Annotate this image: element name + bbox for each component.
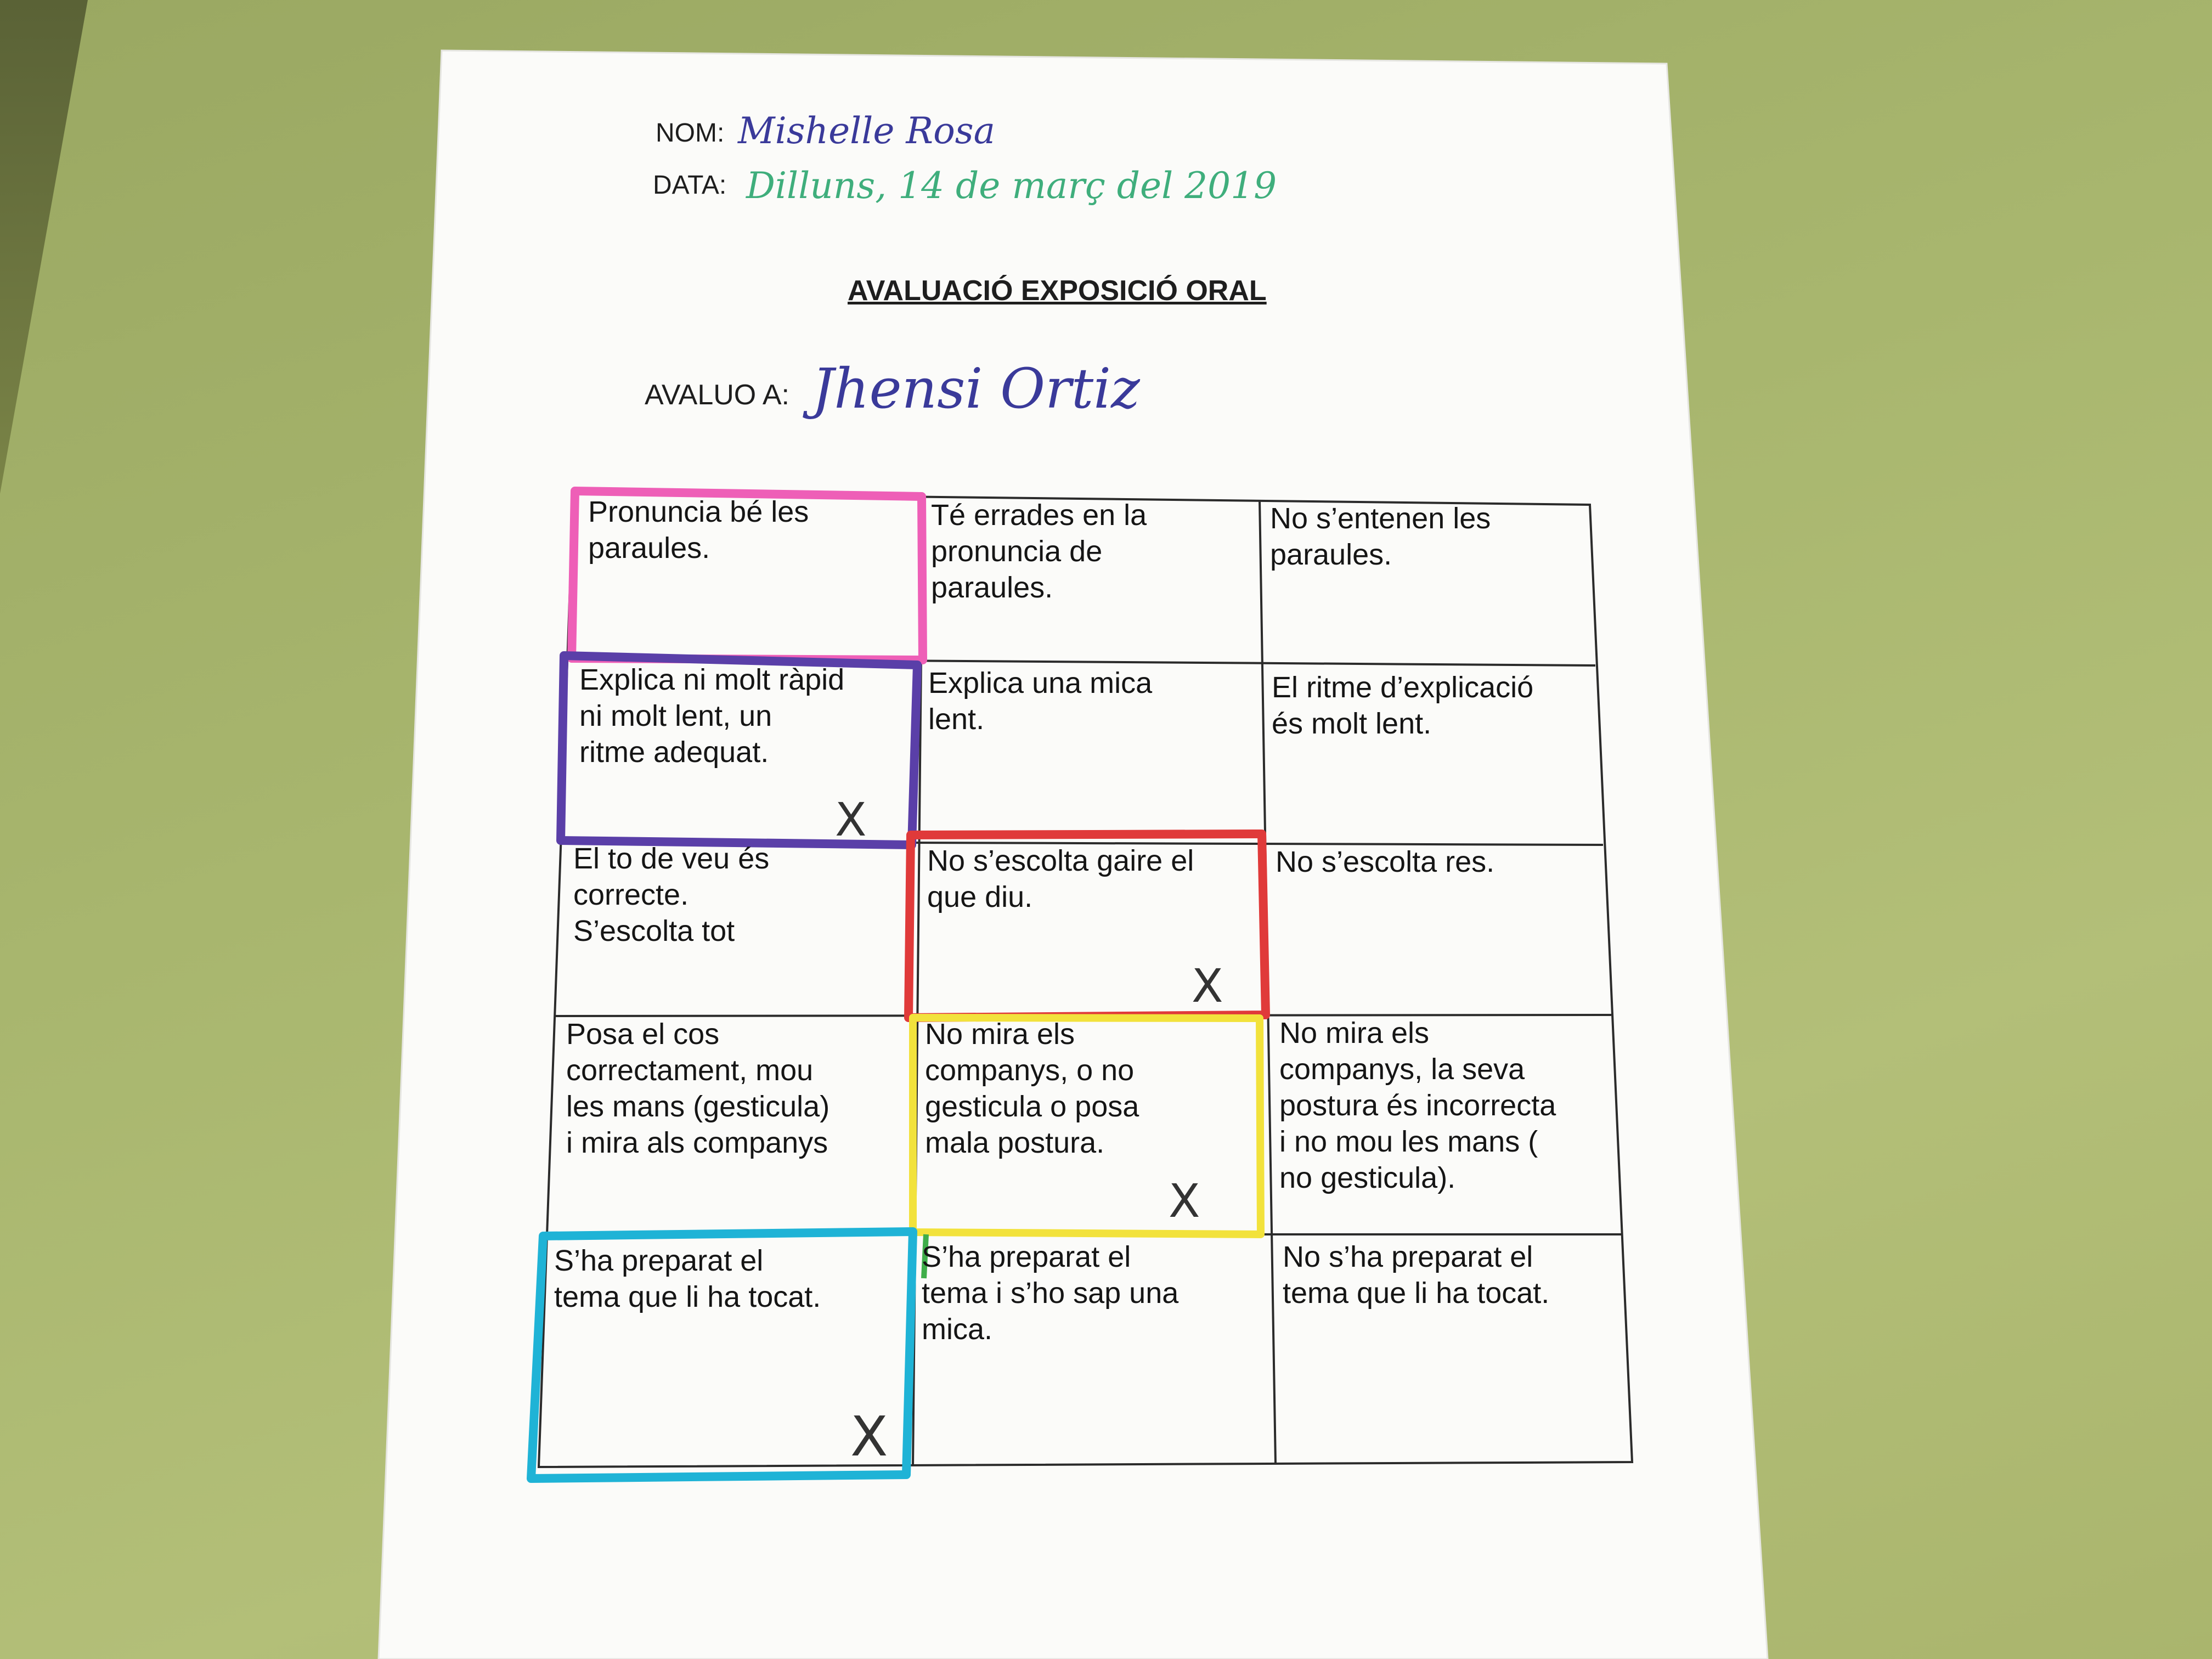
name-value: Mishelle Rosa: [738, 110, 996, 152]
rubric-cell-r3-c1: El to de veu és correcte. S’escolta tot: [573, 842, 770, 947]
rubric-cell-r4-c3: No mira els companys, la seva postura és incorrecta i no mou les mans ( no gesticula).: [1279, 1017, 1556, 1194]
check-mark-r5-c1: X: [850, 1404, 888, 1469]
rubric-cell-r5-c1: S’ha preparat el tema que li ha tocat.: [554, 1244, 821, 1313]
rubric-cell-r1-c2: Té errades en la pronuncia de paraules.: [931, 499, 1147, 604]
evaluates-value: Jhensi Ortiz: [812, 357, 1140, 421]
name-label: NOM:: [656, 119, 725, 148]
date-value: Dilluns, 14 de març del 2019: [746, 165, 1277, 207]
rubric-cell-r5-c2: S’ha preparat el tema i s’ho sap una mica.: [922, 1240, 1179, 1346]
rubric-cell-r1-c1: Pronuncia bé les paraules.: [588, 495, 809, 565]
check-mark-r3-c2: X: [1192, 959, 1223, 1013]
rubric-cell-r3-c3: No s’escolta res.: [1276, 845, 1495, 878]
rubric-cell-r2-c1: Explica ni molt ràpid ni molt lent, un ritme adequat.: [579, 663, 845, 769]
rubric-cell-r3-c2: No s’escolta gaire el que diu.: [927, 844, 1194, 913]
check-mark-r4-c2: X: [1169, 1174, 1200, 1228]
rubric-cell-r5-c3: No s’ha preparat el tema que li ha tocat.: [1283, 1240, 1550, 1310]
evaluates-label: AVALUO A:: [645, 379, 789, 411]
rubric-cell-r4-c2: No mira els companys, o no gesticula o posa mala postura.: [925, 1018, 1139, 1159]
check-mark-r2-c1: X: [835, 793, 867, 847]
page-title: AVALUACIÓ EXPOSICIÓ ORAL: [848, 275, 1267, 307]
date-label: DATA:: [653, 171, 727, 200]
rubric-cell-r2-c2: Explica una mica lent.: [928, 667, 1153, 736]
rubric-cell-r2-c3: El ritme d’explicació és molt lent.: [1272, 671, 1534, 740]
rubric-cell-r4-c1: Posa el cos correctament, mou les mans (gesticula) i mira als companys: [566, 1018, 830, 1159]
rubric-cell-r1-c3: No s’entenen les paraules.: [1270, 502, 1491, 571]
